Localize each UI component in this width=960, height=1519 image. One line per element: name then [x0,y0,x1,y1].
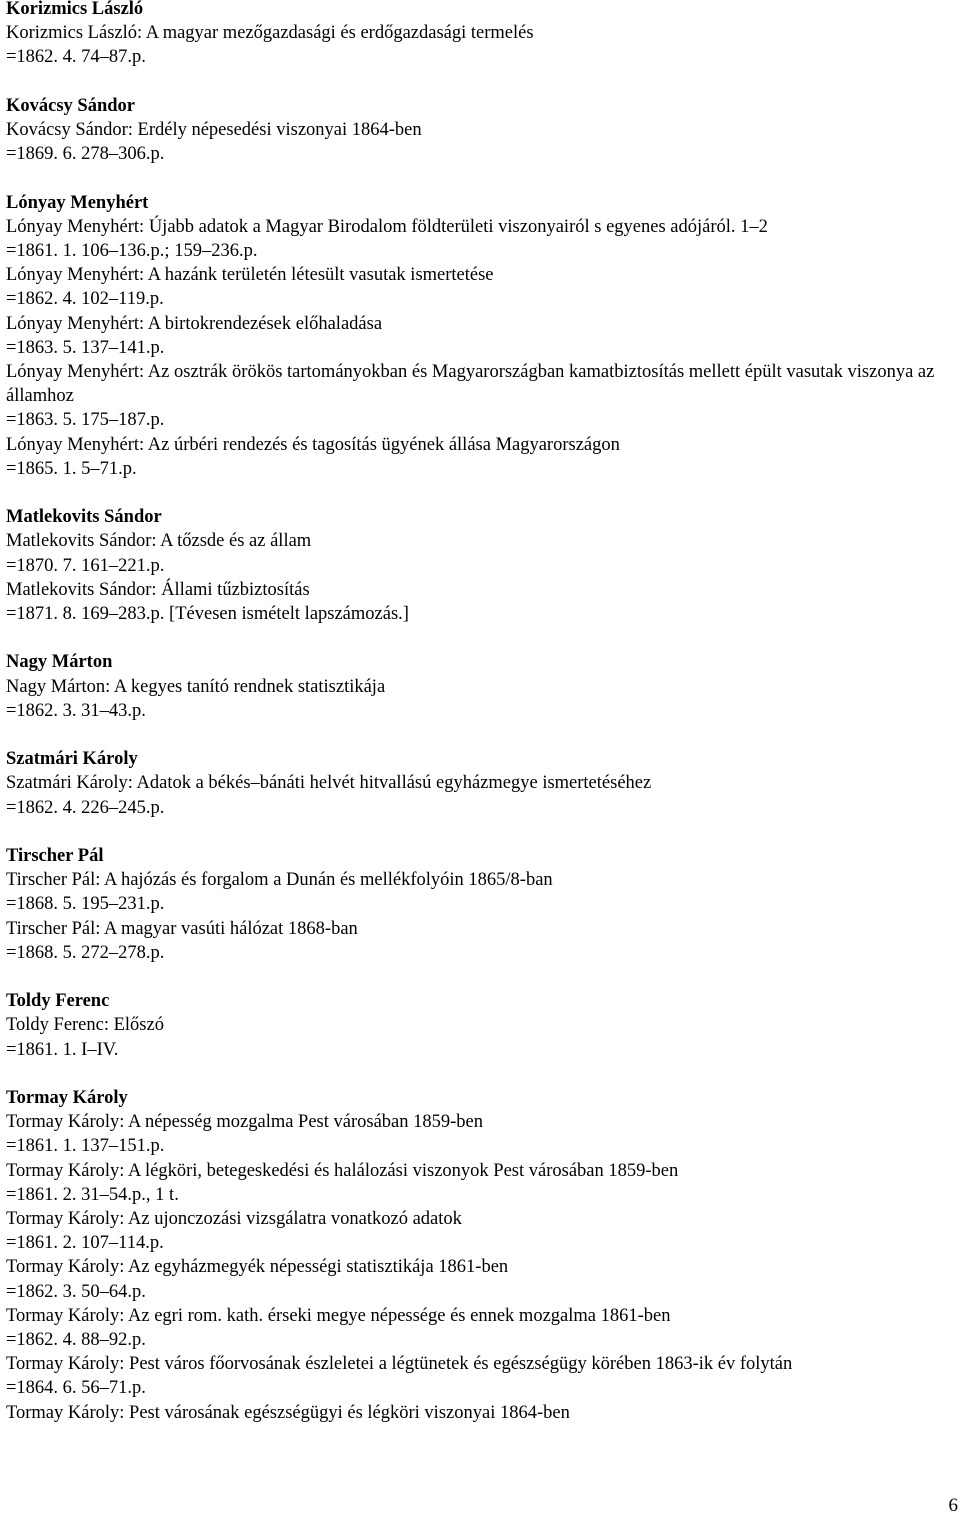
work-title: Matlekovits Sándor: Állami tűzbiztosítás [6,579,310,600]
work-reference: =1862. 3. 31–43.p. [6,700,146,721]
work-title: Nagy Márton: A kegyes tanító rendnek statisztikája [6,676,386,697]
author-entry [6,1086,960,1425]
author-entry [6,94,960,167]
author-name: Kovácsy Sándor [6,95,136,116]
work-reference: =1865. 1. 5–71.p. [6,458,137,479]
work-reference: =1863. 5. 137–141.p. [6,337,165,358]
work-reference: =1861. 1. I–IV. [6,1039,119,1060]
work-title: Tormay Károly: Pest város főorvosának észleletei a légtünetek és egészségügy körében 1863-ik év folytán [6,1354,793,1375]
work-title: Lónyay Menyhért: Az osztrák örökös tartományokban és Magyarországban kamatbiztosítás mellett épült vasutak viszonya az államhoz [6,362,935,407]
author-entry [6,844,960,965]
author-entry [6,191,960,481]
author-entry [6,0,960,70]
work-reference: =1861. 1. 106–136.p.; 159–236.p. [6,241,258,261]
author-name: Nagy Márton [6,652,113,673]
work-reference: =1862. 4. 74–87.p. [6,47,146,68]
work-reference: =1871. 8. 169–283.p. [Tévesen ismételt lapszámozás.] [6,604,409,625]
work-reference: =1868. 5. 195–231.p. [6,894,165,915]
work-title: Tirscher Pál: A hajózás és forgalom a Dunán és mellékfolyóin 1865/8-ban [6,870,553,891]
work-title: Tormay Károly: Az egri rom. kath. érseki megye népessége és ennek mozgalma 1861-ben [6,1305,671,1326]
work-title: Lónyay Menyhért: Az úrbéri rendezés és tagosítás ügyének állása Magyarországon [6,434,620,455]
work-title: Matlekovits Sándor: A tőzsde és az állam [6,531,312,552]
work-reference: =1864. 6. 56–71.p. [6,1378,146,1399]
work-title: Lónyay Menyhért: A hazánk területén létesült vasutak ismertetése [6,265,494,286]
author-name: Matlekovits Sándor [6,507,162,528]
bibliography-page [6,0,960,1449]
work-title: Tormay Károly: A légköri, betegeskedési és halálozási viszonyok Pest városában 1859-ben [6,1160,679,1181]
work-reference: =1862. 4. 88–92.p. [6,1330,146,1351]
page-number: 6 [948,1495,958,1516]
work-title: Szatmári Károly: Adatok a békés–bánáti helvét hitvallású egyházmegye ismertetéséhez [6,773,652,794]
work-reference: =1861. 2. 31–54.p., 1 t. [6,1184,179,1205]
work-reference: =1862. 3. 50–64.p. [6,1281,146,1302]
work-title: Korizmics László: A magyar mezőgazdasági és erdőgazdasági termelés [6,23,534,44]
work-title: Tirscher Pál: A magyar vasúti hálózat 1868-ban [6,918,358,939]
work-title: Toldy Ferenc: Előszó [6,1015,164,1036]
work-reference: =1869. 6. 278–306.p. [6,144,165,165]
author-entry [6,650,960,723]
work-reference: =1862. 4. 226–245.p. [6,797,165,818]
work-reference: =1868. 5. 272–278.p. [6,942,165,963]
work-title: Lónyay Menyhért: A birtokrendezések előhaladása [6,313,383,334]
author-entry [6,989,960,1062]
author-name: Tormay Károly [6,1088,128,1109]
author-name: Toldy Ferenc [6,991,110,1012]
work-reference: =1863. 5. 175–187.p. [6,410,165,431]
work-title: Tormay Károly: A népesség mozgalma Pest városában 1859-ben [6,1112,484,1133]
work-title: Kovácsy Sándor: Erdély népesedési viszonyai 1864-ben [6,120,422,140]
author-name: Tirscher Pál [6,846,104,867]
author-name: Lónyay Menyhért [6,192,149,213]
author-entry [6,747,960,820]
author-entry [6,505,960,626]
work-title: Tormay Károly: Pest városának egészségügyi és légköri viszonyai 1864-ben [6,1402,570,1423]
work-title: Lónyay Menyhért: Újabb adatok a Magyar Birodalom földterületi viszonyairól s egyenes adójáról. 1–2 [6,216,768,237]
work-reference: =1862. 4. 102–119.p. [6,289,164,310]
work-reference: =1861. 2. 107–114.p. [6,1233,164,1254]
work-reference: =1870. 7. 161–221.p. [6,555,165,576]
work-title: Tormay Károly: Az egyházmegyék népességi statisztikája 1861-ben [6,1257,509,1278]
work-title: Tormay Károly: Az ujonczozási vizsgálatra vonatkozó adatok [6,1209,462,1230]
author-name: Szatmári Károly [6,749,138,770]
work-reference: =1861. 1. 137–151.p. [6,1136,165,1157]
author-name: Korizmics László [6,0,144,19]
